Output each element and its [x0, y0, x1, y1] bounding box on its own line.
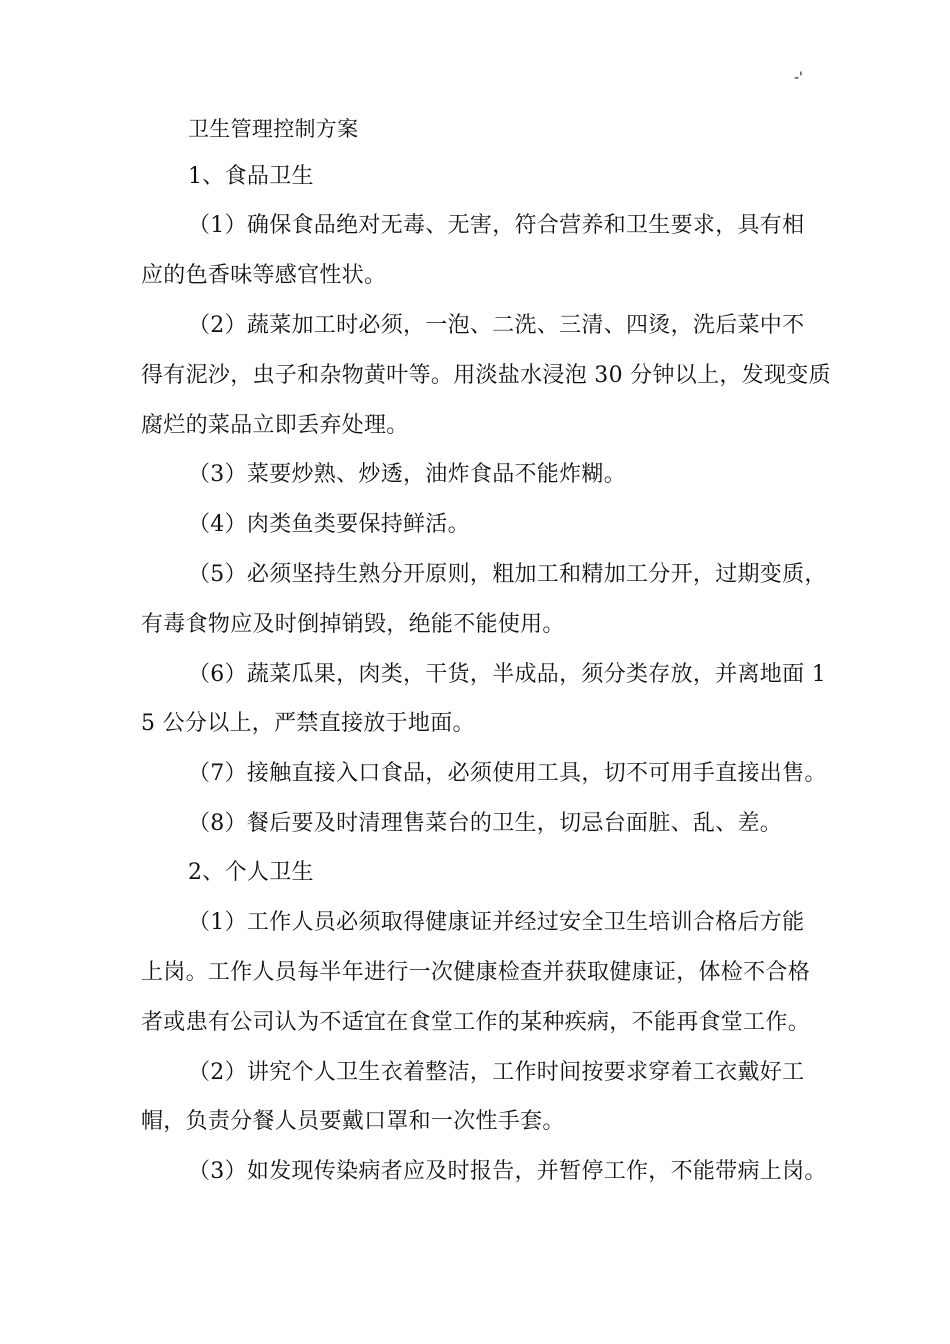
paragraph-line: （8）餐后要及时清理售菜台的卫生，切忌台面脏、乱、差。 [188, 811, 783, 836]
paragraph-line: （7）接触直接入口食品，必须使用工具，切不可用手直接出售。 [188, 761, 827, 786]
paragraph-line: （1）确保食品绝对无毒、无害，符合营养和卫生要求，具有相 [188, 213, 805, 238]
paragraph-line: 帽，负责分餐人员要戴口罩和一次性手套。 [141, 1109, 565, 1134]
section-heading-food-hygiene: 1、食品卫生 [188, 164, 314, 189]
paragraph-line: （4）肉类鱼类要保持鲜活。 [188, 512, 470, 537]
paragraph-line: 腐烂的菜品立即丢弃处理。 [141, 413, 409, 438]
paragraph-line: （2）蔬菜加工时必须，一泡、二洗、三清、四烫，洗后菜中不 [188, 313, 805, 338]
paragraph-line: 上岗。工作人员每半年进行一次健康检查并获取健康证，体检不合格 [141, 960, 811, 985]
paragraph-line: （6）蔬菜瓜果，肉类，干货，半成品，须分类存放，并离地面 1 [188, 662, 826, 687]
paragraph-line: （1）工作人员必须取得健康证并经过安全卫生培训合格后方能 [188, 910, 805, 935]
paragraph-line: 有毒食物应及时倒掉销毁，绝能不能使用。 [141, 612, 565, 637]
page-corner-mark: -' [794, 70, 803, 86]
paragraph-line: （3）菜要炒熟、炒透，油炸食品不能炸糊。 [188, 462, 626, 487]
paragraph-line: （2）讲究个人卫生衣着整洁，工作时间按要求穿着工衣戴好工 [188, 1060, 805, 1085]
paragraph-line: 得有泥沙，虫子和杂物黄叶等。用淡盐水浸泡 30 分钟以上，发现变质 [141, 363, 831, 388]
paragraph-line: （3）如发现传染病者应及时报告，并暂停工作，不能带病上岗。 [188, 1159, 827, 1184]
paragraph-line: 者或患有公司认为不适宜在食堂工作的某种疾病，不能再食堂工作。 [141, 1010, 811, 1035]
paragraph-line: （5）必须坚持生熟分开原则，粗加工和精加工分开，过期变质， [188, 562, 827, 587]
paragraph-line: 5 公分以上，严禁直接放于地面。 [141, 711, 475, 736]
paragraph-line: 应的色香味等感官性状。 [141, 263, 387, 288]
document-title: 卫生管理控制方案 [188, 117, 359, 141]
section-heading-personal-hygiene: 2、个人卫生 [188, 860, 314, 885]
